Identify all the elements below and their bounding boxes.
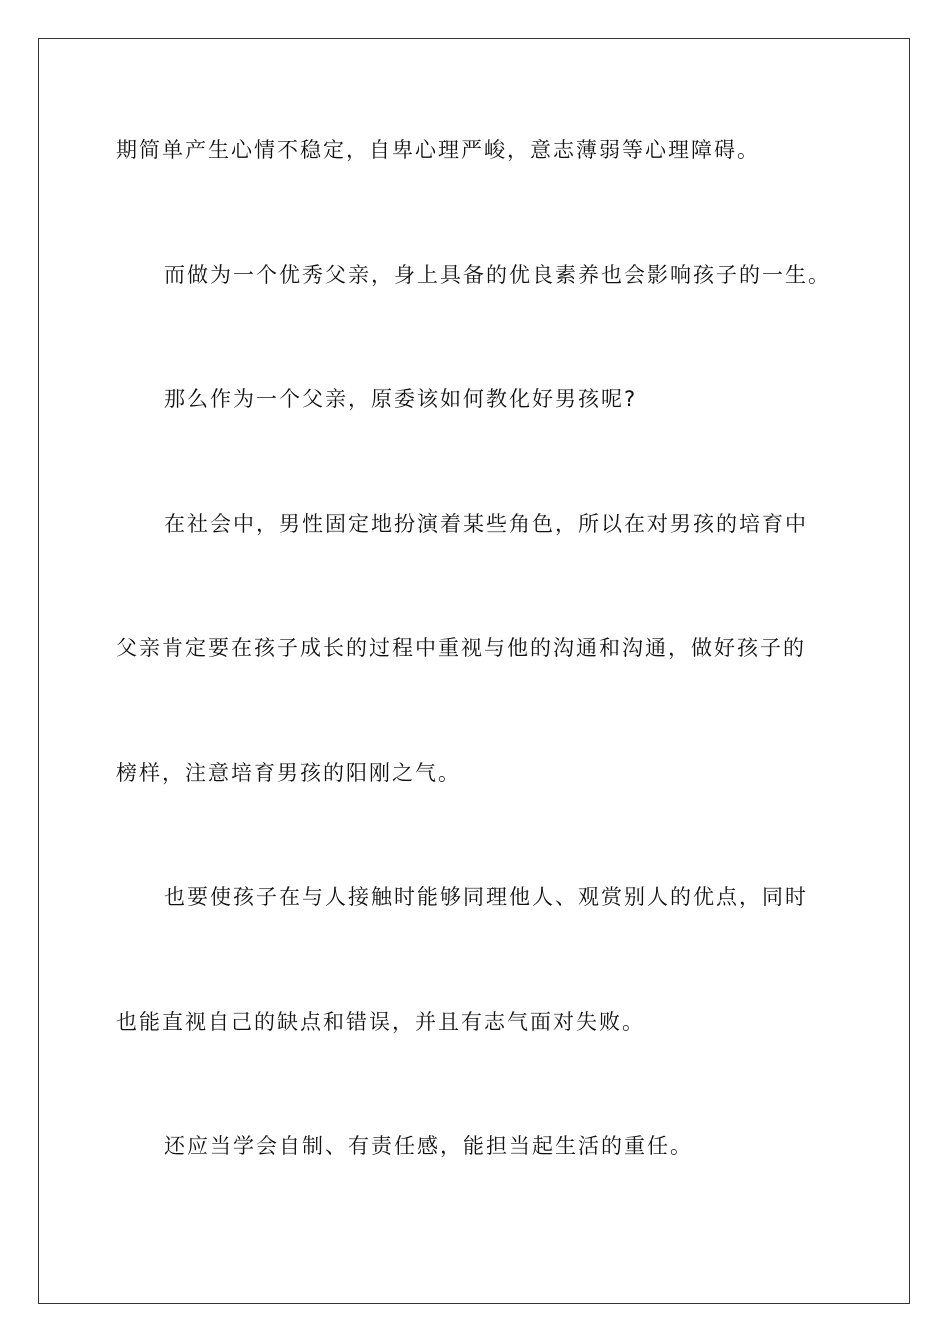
page-border	[38, 38, 910, 1304]
text-line-6: 榜样，注意培育男孩的阳刚之气。	[116, 761, 461, 785]
text-line-5: 父亲肯定要在孩子成长的过程中重视与他的沟通和沟通，做好孩子的	[116, 636, 806, 660]
text-line-2: 而做为一个优秀父亲，身上具备的优良素养也会影响孩子的一生。	[164, 263, 831, 287]
text-line-3: 那么作为一个父亲，原委该如何教化好男孩呢?	[164, 387, 638, 411]
text-line-1: 期简单产生心情不稳定，自卑心理严峻，意志薄弱等心理障碍。	[116, 138, 760, 162]
text-line-7: 也要使孩子在与人接触时能够同理他人、观赏别人的优点，同时	[164, 885, 808, 909]
text-line-8: 也能直视自己的缺点和错误，并且有志气面对失败。	[116, 1010, 645, 1034]
text-line-4: 在社会中，男性固定地扮演着某些角色，所以在对男孩的培育中	[164, 512, 808, 536]
text-line-9: 还应当学会自制、有责任感，能担当起生活的重任。	[164, 1134, 693, 1158]
